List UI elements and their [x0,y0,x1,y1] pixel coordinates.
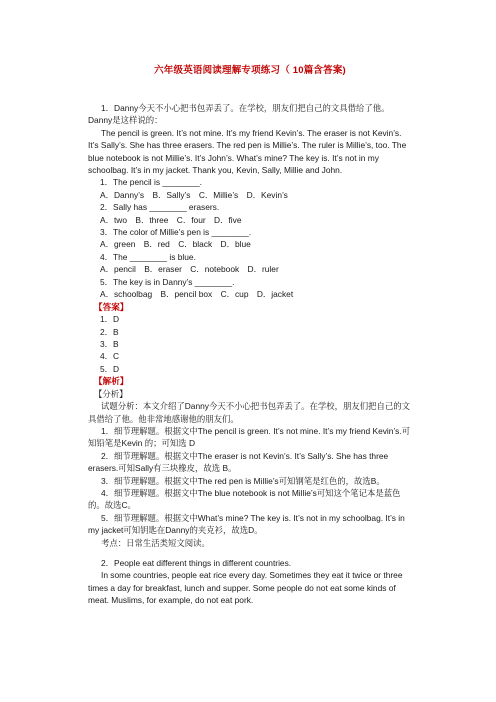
document-title: 六年级英语阅读理解专项练习（ 10篇含答案) [154,65,346,76]
q1-intro: 1．Danny今天不小心把书包弄丢了。在学校，朋友们把自己的文具借给了他。Danny是这样说的： [88,103,390,126]
explanation-kaodian: 考点：日常生活类短文阅读。 [101,537,210,548]
question-2-options: A．two B．three C．four D．five [100,214,242,225]
question-5-options: A．schoolbag B．pencil box C．cup D．jacket [100,289,294,300]
explanation-item: 3．细节理解题。根据文中The red pen is Millie’s可知钢笔是红色的，故选B。 [101,475,385,486]
explanation-item: 5．细节理解题。根据文中What’s mine? The key is. It’s not in my schoolbag. It’s in my jacket可知钥匙在Danny的夹克衫，故选D。 [88,512,405,536]
fenxi-header: 【分析】 [94,388,128,399]
analysis-header: 【解析】 [94,376,129,387]
answer-item: 4．C [100,351,120,362]
question-4-options: A．pencil B．eraser C．notebook D．ruler [100,264,279,275]
answer-list [88,313,412,375]
q2-passage: In some countries, people eat rice every day. Sometimes they eat it twice or three times a day for breakfast, lunch and supper. Some people do not eat some kinds of meat. Muslims, for example, do not eat pork. [88,570,403,606]
explanation-summary: 试题分析：本文介绍了Danny今天不小心把书包弄丢了。在学校，朋友们把自己的文具借给了他。他非常地感谢他的朋友们。 [88,401,410,424]
question-4: 4．The ________ is blue. [100,251,196,262]
question-3-options: A．green B．red C．black D．blue [100,239,251,250]
explanation-item: 1．细节理解题。根据文中The pencil is green. It’s not mine. It’s my friend Kevin’s.可知铅笔是Kevin 的；可知选 D [88,425,411,449]
answer-item: 2．B [100,326,119,337]
question-1: 1．The pencil is ________. [100,177,202,188]
explanation-list [88,400,412,549]
explanation-item: 4．细节理解题。根据文中The blue notebook is not Millie’s可知这个笔记本是蓝色的。故选C。 [88,487,401,511]
explanation-item: 2．细节理解题。根据文中The eraser is not Kevin’s. It’s Sally’s. She has three erasers.可知Sally有三块橡皮，故选 B。 [88,450,389,474]
q1-passage: The pencil is green. It’s not mine. It’s my friend Kevin’s. The eraser is not Kevin’s. It’s Sally’s. She has three erasers. The red pen is Millie’s. The ruler is Millie’s, too. The blue notebook is not Millie’s. It’s John’s. What’s mine? The key is. It’s not in my schoolbag. It’s in my jacket. Thank you, Kevin, Sally, Millie and John. [88,127,407,176]
answer-item: 3．B [100,338,119,349]
question-3: 3．The color of Millie’s pen is ________. [100,227,252,238]
answer-item: 5．D [100,363,120,374]
question-1-options: A．Danny’s B．Sally’s C．Millie’s D．Kevin’s [100,189,288,200]
q1-question-list [88,176,412,300]
question-2: 2．Sally has ________ erasers. [100,202,220,213]
question-5: 5．The key is in Danny’s ________. [100,276,235,287]
answer-header: 【答案】 [94,301,129,312]
q2-intro: 2．People eat different things in different countries. [101,558,292,568]
answer-item: 1．D [100,314,120,325]
